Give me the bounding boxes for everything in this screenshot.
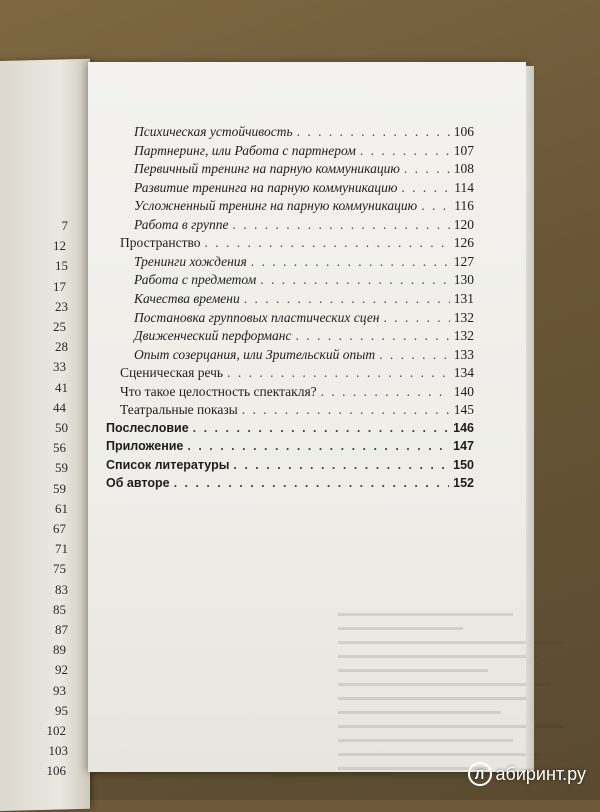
left-page-number: 17: [53, 278, 66, 294]
toc-entry-page: 133: [453, 346, 474, 362]
toc-entry-title: Тренинги хождения: [134, 253, 247, 269]
left-page-number: 23: [55, 298, 68, 314]
toc-entry: [120, 402, 474, 418]
toc-entry-page: 131: [453, 290, 474, 306]
toc-entry-page: 108: [453, 161, 474, 177]
toc-entry-title: Постановка групповых пластических сцен: [134, 309, 380, 325]
toc-entry-title: Что такое целостность спектакля?: [120, 383, 317, 399]
watermark-text: абиринт.ру: [495, 763, 586, 784]
toc-entry-title: Список литературы: [106, 457, 230, 472]
toc-entry: [134, 124, 474, 140]
toc-leader-dots: [360, 143, 450, 159]
toc-leader-dots: [384, 310, 450, 326]
left-page-number: 25: [53, 319, 66, 334]
left-page-number: 75: [53, 561, 66, 577]
toc-entry: [134, 217, 474, 233]
toc-entry-page: 152: [453, 476, 474, 491]
toc-leader-dots: [251, 254, 450, 270]
toc-entry: [106, 439, 474, 453]
toc-entry-title: Приложение: [106, 439, 184, 454]
toc-entry-page: 145: [453, 402, 474, 418]
left-page-number: 93: [53, 682, 66, 698]
toc-entry: [134, 254, 474, 270]
labirint-logo-icon: Л: [468, 762, 492, 786]
toc-entry-title: Об авторе: [106, 476, 170, 491]
toc-leader-dots: [321, 384, 450, 400]
toc-entry-page: 127: [453, 253, 474, 269]
left-page-number: 59: [53, 480, 66, 496]
toc-entry-page: 140: [453, 383, 474, 399]
toc-entry-page: 116: [454, 198, 474, 214]
toc-entry: [134, 291, 474, 307]
left-page-number: 12: [53, 238, 66, 254]
left-page-number: 7: [61, 218, 68, 233]
toc-entry: [134, 198, 474, 214]
toc-entry-title: Театральные показы: [120, 402, 238, 418]
toc-entry-page: 126: [453, 235, 474, 251]
toc-leader-dots: [421, 198, 450, 214]
left-page-number: 33: [53, 359, 66, 375]
toc-leader-dots: [296, 328, 450, 344]
left-page-number: 89: [53, 642, 66, 658]
toc-leader-dots: [244, 291, 450, 307]
left-page-number: 92: [55, 662, 68, 678]
left-page-number: 44: [53, 399, 66, 415]
toc-entry-page: 150: [453, 457, 474, 472]
left-page-number: 41: [55, 379, 68, 395]
toc-leader-dots: [205, 235, 450, 251]
toc-entry-page: 132: [453, 328, 474, 344]
toc-leader-dots: [174, 476, 450, 490]
left-page-number: 106: [46, 763, 66, 779]
toc-leader-dots: [242, 402, 450, 418]
toc-entry: [106, 476, 474, 490]
toc-leader-dots: [187, 439, 449, 453]
left-page-number: 103: [48, 743, 68, 759]
toc-leader-dots: [233, 458, 449, 472]
toc-leader-dots: [404, 161, 450, 177]
toc-entry-title: Качества времени: [134, 290, 240, 306]
toc-entry: [134, 161, 474, 177]
left-page-number: 59: [55, 460, 68, 476]
toc-entry: [134, 328, 474, 344]
toc-entry-title: Движенческий перформанс: [134, 328, 292, 344]
toc-entry-title: Усложненный тренинг на парную коммуникацию: [134, 198, 418, 214]
toc-entry-page: 107: [453, 142, 474, 158]
left-page-number: 95: [55, 702, 68, 718]
toc-leader-dots: [227, 365, 450, 381]
toc-entry-title: Партнеринг, или Работа с партнером: [134, 142, 356, 158]
left-page-number: 67: [53, 521, 66, 536]
toc-entry: [134, 310, 474, 326]
toc-entry-title: Работа с предметом: [134, 272, 257, 288]
toc-entry-page: 134: [453, 365, 474, 381]
toc-entry-page: 130: [453, 272, 474, 288]
toc-entry-title: Психическая устойчивость: [134, 124, 293, 139]
toc-leader-dots: [193, 421, 449, 435]
toc-entry-title: Сценическая речь: [120, 365, 224, 381]
toc-entry: [120, 235, 474, 251]
left-page-number: 61: [55, 500, 68, 516]
toc-leader-dots: [232, 217, 449, 233]
left-page-number: 102: [46, 723, 66, 738]
toc-entry-title: Развитие тренинга на парную коммуникацию: [134, 179, 398, 195]
left-page-number: 85: [53, 601, 66, 617]
left-page-number: 87: [55, 622, 68, 637]
toc-entry-title: Первичный тренинг на парную коммуникацию: [134, 161, 400, 177]
toc-entry: [134, 272, 474, 288]
toc-leader-dots: [297, 124, 450, 140]
watermark: [468, 762, 586, 786]
toc-entry-page: 106: [453, 124, 474, 139]
toc-entry: [120, 384, 474, 400]
toc-entry-page: 132: [453, 309, 474, 325]
toc-entry-page: 146: [453, 420, 474, 435]
left-page-number: 83: [55, 581, 68, 597]
left-page-number: 56: [53, 440, 66, 456]
toc-entry-title: Послесловие: [106, 420, 189, 435]
left-page-number: 50: [55, 420, 68, 435]
toc-entry-title: Опыт созерцания, или Зрительский опыт: [134, 346, 376, 362]
left-page-number: 71: [55, 541, 68, 557]
toc-entry: [134, 180, 474, 196]
toc-entry-page: 120: [453, 216, 474, 232]
toc-entry: [120, 365, 474, 381]
toc-entry-page: 147: [453, 439, 474, 454]
left-page-number: 15: [55, 258, 68, 274]
toc-entry-title: Работа в группе: [134, 216, 229, 232]
left-page-number: 28: [55, 339, 68, 355]
toc-leader-dots: [260, 272, 449, 288]
toc-entry: [134, 347, 474, 363]
toc-leader-dots: [379, 347, 450, 363]
toc-entry: [134, 143, 474, 159]
toc-entry-page: 114: [454, 179, 474, 195]
toc-entry: [106, 458, 474, 472]
toc-entry-title: Пространство: [120, 235, 201, 251]
toc-leader-dots: [401, 180, 450, 196]
toc-entry: [106, 421, 474, 435]
